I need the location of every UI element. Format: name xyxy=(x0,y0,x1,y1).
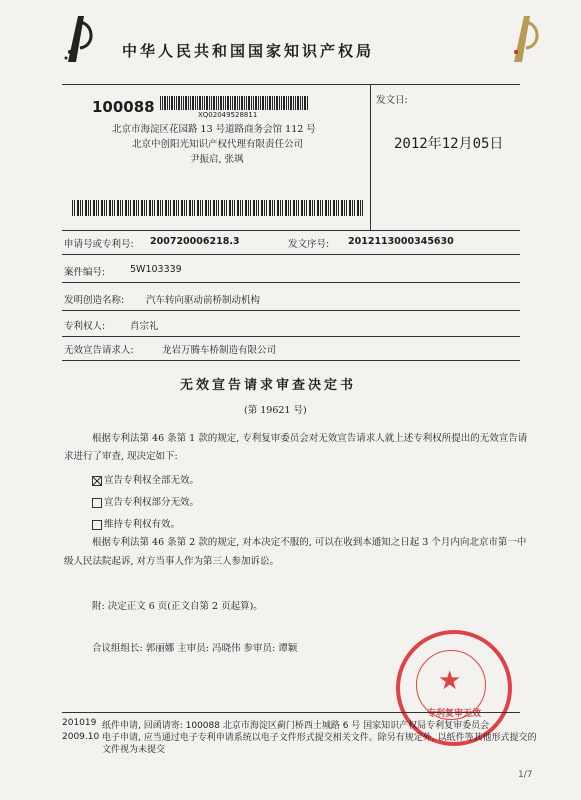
patentee-label: 专利权人: xyxy=(64,321,106,332)
rule-4 xyxy=(62,310,520,311)
serial-no-label: 发文序号: xyxy=(288,239,330,250)
seal-text: 专利复审无效 xyxy=(426,709,481,719)
option-invalid-part xyxy=(92,494,199,508)
address-barcode xyxy=(160,96,308,110)
agent-names: 尹振启, 张飒 xyxy=(190,154,244,165)
footer-line-3: 文件视为未提交 xyxy=(102,745,166,755)
option-invalid-all-label: 宣告专利权全部无效。 xyxy=(104,475,200,486)
rule-1 xyxy=(62,230,520,231)
option-maintain-valid-label: 维持专利权有效。 xyxy=(104,519,181,530)
empty-box-icon xyxy=(92,520,102,530)
document-barcode xyxy=(72,200,364,216)
form-version: 2009.10 xyxy=(62,732,100,742)
postcode: 100088 xyxy=(92,98,155,116)
form-code: 201019 xyxy=(62,718,97,728)
dispatch-date: 2012年12月05日 xyxy=(394,136,504,152)
footer-line-1: 纸件申请, 回函请寄: 100088 北京市海淀区蓟门桥西土城路 6 号 国家知识产权局专利复审委员会 xyxy=(102,721,490,731)
application-no-label: 申请号或专利号: xyxy=(64,239,134,250)
option-maintain-valid xyxy=(92,516,180,530)
footer-line-2: 电子申请, 应当通过电子专利申请系统以电子文件形式提交相关文件。除另有规定外, 以纸件等其他形式提交的 xyxy=(102,733,537,743)
option-invalid-part-label: 宣告专利权部分无效。 xyxy=(104,497,200,508)
attachment-note: 附: 决定正文 6 页(正文自第 2 页起算)。 xyxy=(92,601,263,612)
rule-6 xyxy=(62,360,520,361)
rule-5 xyxy=(62,336,520,337)
patent-office-emblem-icon xyxy=(508,12,544,68)
requester: 龙岩万腾车桥制造有限公司 xyxy=(162,345,277,356)
paragraph-2-line-2: 级人民法院起诉, 对方当事人作为第三人参加诉讼。 xyxy=(64,556,280,567)
decision-number: (第 19621 号) xyxy=(244,405,307,416)
invention-name-label: 发明创造名称: xyxy=(64,295,125,306)
case-no-label: 案件编号: xyxy=(64,267,106,278)
invention-name: 汽车转向驱动前桥制动机构 xyxy=(146,295,261,306)
office-title: 中华人民共和国国家知识产权局 xyxy=(122,42,375,60)
paragraph-2-line-1: 根据专利法第 46 条第 2 款的规定, 对本决定不服的, 可以在收到本通知之日起 3 个月内向北京市第一中 xyxy=(92,537,527,548)
paragraph-1-line-2: 求进行了审查, 现决定如下: xyxy=(64,451,178,462)
star-icon: ★ xyxy=(438,666,462,696)
rule-2 xyxy=(62,254,520,255)
address-line: 北京市海淀区花园路 13 号道路商务会馆 112 号 xyxy=(112,124,316,135)
serial-no: 2012113000345630 xyxy=(348,236,454,247)
case-no: 5W103339 xyxy=(130,264,182,275)
application-no: 200720006218.3 xyxy=(150,236,240,247)
requester-label: 无效宣告请求人: xyxy=(64,345,134,356)
footer-rule xyxy=(62,712,520,713)
dispatch-date-label: 发文日: xyxy=(376,95,408,106)
patentee: 肖宗礼 xyxy=(130,321,159,332)
empty-box-icon xyxy=(92,498,102,508)
decision-title: 无效宣告请求审查决定书 xyxy=(180,378,357,393)
panel-members: 合议组组长: 郭丽娜 主审员: 冯晓伟 参审员: 谭颖 xyxy=(92,643,298,654)
checked-box-icon xyxy=(92,476,102,486)
rule-3 xyxy=(62,282,520,283)
agency-name: 北京中创阳光知识产权代理有限责任公司 xyxy=(132,139,304,150)
header-divider xyxy=(370,84,371,230)
header-rule xyxy=(62,84,520,85)
cnipa-logo-icon xyxy=(62,12,98,68)
barcode-number: XQ02049528811 xyxy=(198,111,258,119)
page-number: 1/7 xyxy=(518,770,533,780)
paragraph-1-line-1: 根据专利法第 46 条第 1 款的规定, 专利复审委员会对无效宣告请求人就上述专利权所提出的无效宣告请 xyxy=(92,433,528,444)
option-invalid-all xyxy=(92,472,199,486)
